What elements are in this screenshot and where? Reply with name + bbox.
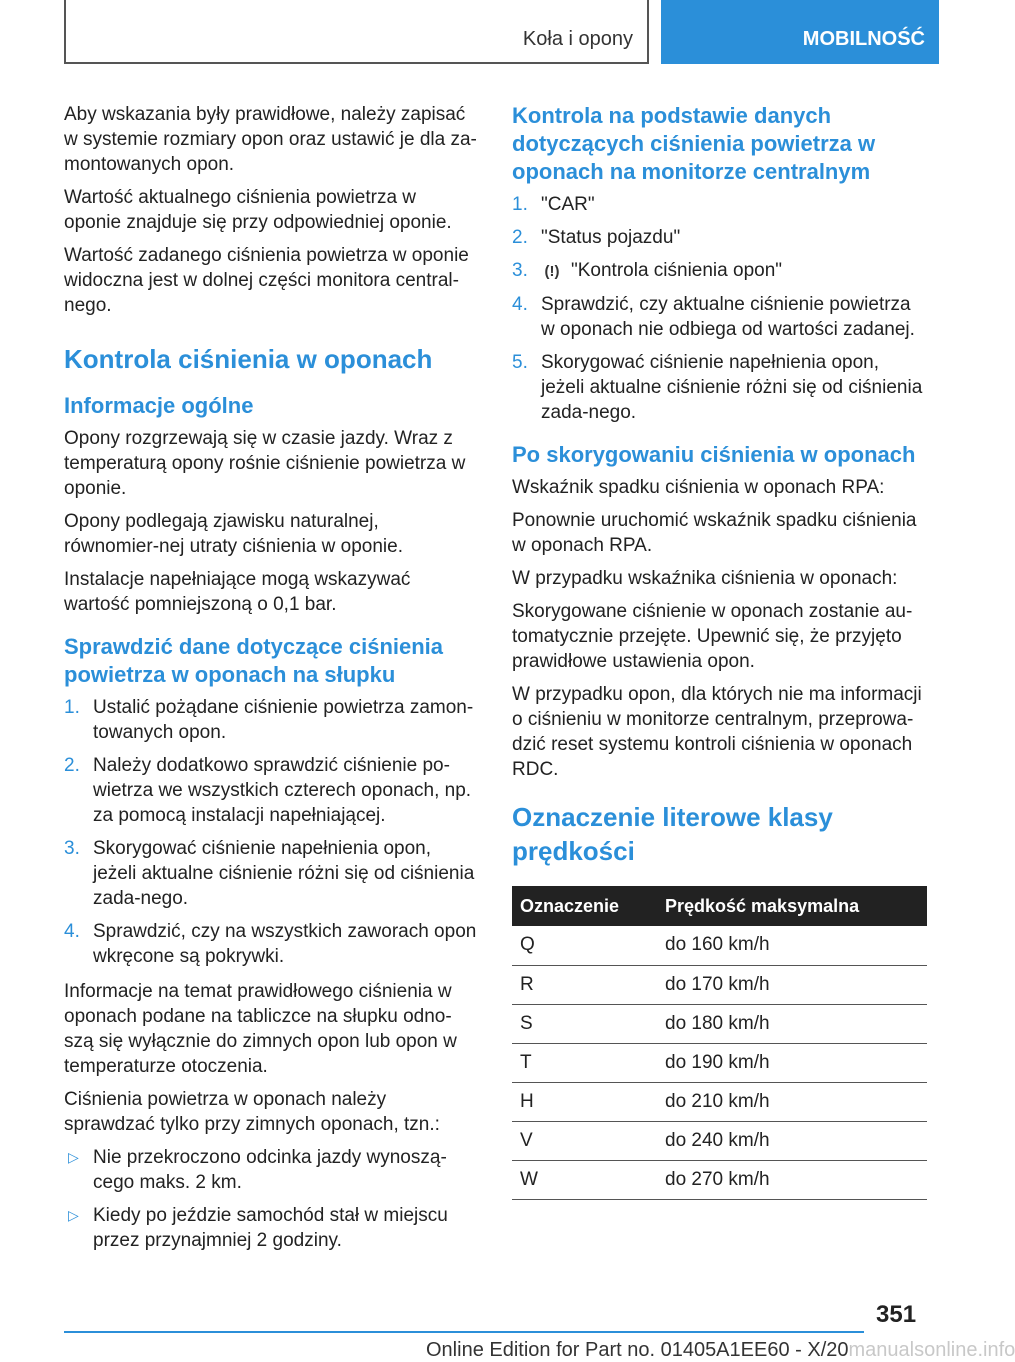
cold-tires-paragraph: Ciśnienia powietrza w oponach należy sprawdzać tylko przy zimnych oponach, tzn.: [64,1089,440,1135]
step-number: 4. [64,921,80,942]
speed-code: W [512,1160,657,1199]
column-header-max-speed: Prędkość maksymalna [657,886,927,926]
step-number: 2. [512,227,528,248]
after-paragraph: Wskaźnik spadku ciśnienia w oponach RPA: [512,477,885,498]
step-text: "CAR" [541,194,595,215]
table-row [512,1043,927,1082]
step-text: Skorygować ciśnienie napełnienia opon, jeżeli aktualne ciśnienie różni się od ciśnienia zada-nego. [541,352,923,423]
max-speed: do 210 km/h [657,1082,927,1121]
max-speed: do 270 km/h [657,1160,927,1199]
max-speed: do 180 km/h [657,1004,927,1043]
bullet-text: Nie przekroczono odcinka jazdy wynoszą-cego maks. 2 km. [93,1147,447,1193]
speed-code: V [512,1121,657,1160]
step-number: 2. [64,755,80,776]
step-number: 3. [512,260,528,281]
left-column [64,102,478,1263]
heading-general-info: Informacje ogólne [64,393,254,418]
step-number: 3. [64,838,80,859]
list-item [64,919,478,969]
table-row [512,926,927,965]
monitor-steps-list [512,192,926,425]
edition-text: Online Edition for Part no. 01405A1EE60 - X/20 [426,1339,849,1361]
intro-paragraph: Wartość zadanego ciśnienia powietrza w oponie widoczna jest w dolnej części monitora central-nego. [64,245,469,316]
max-speed: do 190 km/h [657,1043,927,1082]
after-paragraph: W przypadku opon, dla których nie ma informacji o ciśnieniu w monitorze centralnym, przeprowa-dzić reset systemu kontroli ciśnienia w oponach RDC. [512,684,922,780]
heading-tire-pressure: Kontrola ciśnienia w oponach [64,344,433,374]
speed-rating-table [512,886,927,1200]
step-text: Skorygować ciśnienie napełnienia opon, jeżeli aktualne ciśnienie różni się od ciśnienia zada-nego. [93,838,475,909]
triangle-bullet-icon: ▷ [68,1149,79,1165]
after-paragraph: W przypadku wskaźnika ciśnienia w oponach: [512,568,898,589]
speed-code: Q [512,926,657,965]
list-item [64,1145,478,1195]
general-paragraph: Opony podlegają zjawisku naturalnej, równomier-nej utraty ciśnienia w oponie. [64,511,403,557]
table-row [512,1082,927,1121]
step-number: 5. [512,352,528,373]
heading-after-correction: Po skorygowaniu ciśnienia w oponach [512,442,916,467]
footer-edition [426,1339,1015,1362]
section-title: Koła i opony [522,28,633,50]
right-column [512,102,926,1200]
list-item [512,292,926,342]
tire-pressure-warning-icon: (!) [544,263,560,280]
table-row [512,1160,927,1199]
list-item [512,192,926,217]
bullet-text: Kiedy po jeździe samochód stał w miejscu przez przynajmniej 2 godziny. [93,1205,448,1251]
heading-speed-rating: Oznaczenie literowe klasy prędkości [512,802,833,866]
max-speed: do 170 km/h [657,965,927,1004]
header-section-tab [64,0,649,64]
step-text: Sprawdzić, czy aktualne ciśnienie powietrza w oponach nie odbiega od wartości zadanej. [541,294,915,340]
list-item [64,1203,478,1253]
step-text: "Kontrola ciśnienia opon" [571,260,783,281]
general-paragraph: Instalacje napełniające mogą wskazywać wartość pomniejszoną o 0,1 bar. [64,569,411,615]
footer-divider [64,1331,864,1333]
speed-code: R [512,965,657,1004]
step-number: 1. [512,194,528,215]
list-item [64,836,478,911]
table-row [512,965,927,1004]
max-speed: do 160 km/h [657,926,927,965]
pillar-info-paragraph: Informacje na temat prawidłowego ciśnienia w oponach podane na tabliczce na słupku odno-szą się wyłącznie do zimnych opon lub opon w temperaturze otoczenia. [64,981,457,1077]
step-text: Sprawdzić, czy na wszystkich zaworach opon wkręcone są pokrywki. [93,921,477,967]
speed-code: H [512,1082,657,1121]
list-item [512,258,926,284]
intro-paragraph: Aby wskazania były prawidłowe, należy zapisać w systemie rozmiary opon oraz ustawić je dla za-montowanych opon. [64,104,477,175]
triangle-bullet-icon: ▷ [68,1207,79,1223]
list-item [64,695,478,745]
cold-tire-conditions [64,1145,478,1253]
list-item [512,350,926,425]
intro-paragraph: Wartość aktualnego ciśnienia powietrza w oponie znajduje się przy odpowiedniej oponie. [64,187,452,233]
step-number: 4. [512,294,528,315]
chapter-title: MOBILNOŚĆ [802,28,925,50]
table-row [512,1121,927,1160]
list-item [512,225,926,250]
list-item [64,753,478,828]
header-chapter-tab [661,0,939,64]
after-paragraph: Skorygowane ciśnienie w oponach zostanie au-tomatycznie przejęte. Upewnić się, że przyjęto prawidłowe ustawienia opon. [512,601,913,672]
max-speed: do 240 km/h [657,1121,927,1160]
column-header-code: Oznaczenie [512,886,657,926]
step-text: Ustalić pożądane ciśnienie powietrza zamon-towanych opon. [93,697,474,743]
table-header-row [512,886,927,926]
heading-check-pillar: Sprawdzić dane dotyczące ciśnienia powietrza w oponach na słupku [64,634,444,687]
step-text: Należy dodatkowo sprawdzić ciśnienie po-wietrza we wszystkich czterech oponach, np. za pomocą instalacji napełniającej. [93,755,472,826]
table-row [512,1004,927,1043]
heading-monitor-check: Kontrola na podstawie danych dotyczących ciśnienia powietrza w oponach na monitorze centralnym [512,103,876,184]
step-text: "Status pojazdu" [541,227,681,248]
watermark: manualsonline.info [848,1339,1015,1361]
check-steps-list [64,695,478,969]
speed-code: T [512,1043,657,1082]
after-paragraph: Ponownie uruchomić wskaźnik spadku ciśnienia w oponach RPA. [512,510,917,556]
step-number: 1. [64,697,80,718]
speed-code: S [512,1004,657,1043]
page-number: 351 [876,1301,917,1328]
general-paragraph: Opony rozgrzewają się w czasie jazdy. Wraz z temperaturą opony rośnie ciśnienie powietrza w oponie. [64,428,466,499]
